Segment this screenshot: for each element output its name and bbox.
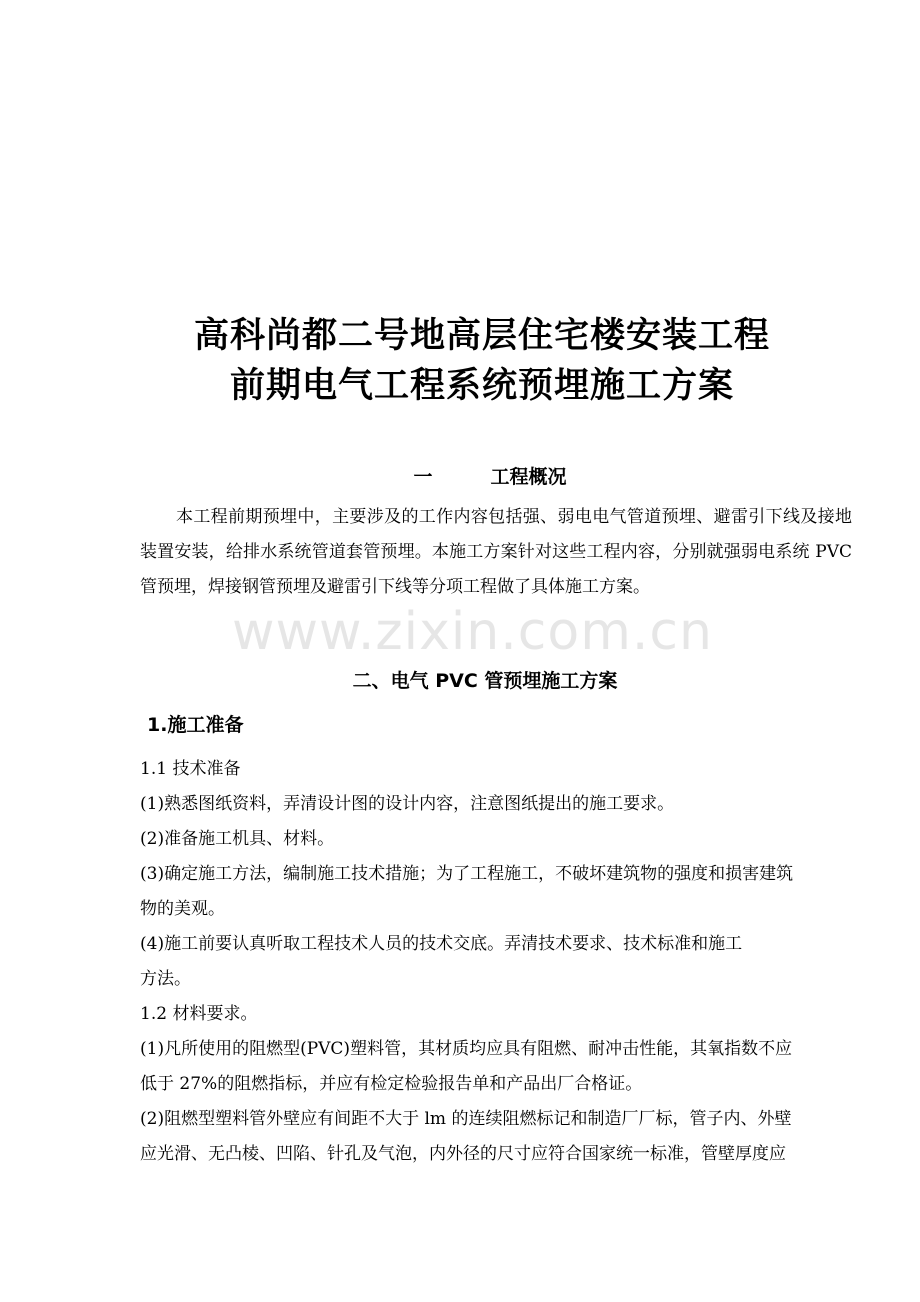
document-title-line1: 高科尚都二号地高层住宅楼安装工程 [193, 316, 770, 356]
body-line: 1.1 技术准备 [140, 759, 241, 779]
section1-number: 一 [413, 466, 433, 488]
body-line: (1)熟悉图纸资料，弄清设计图的设计内容，注意图纸提出的施工要求。 [140, 794, 675, 814]
section2-heading: 二、电气 PVC 管预埋施工方案 [352, 670, 618, 692]
section1-title: 工程概况 [490, 466, 567, 488]
body-line: (4)施工前要认真听取工程技术人员的技术交底。弄清技术要求、技术标准和施工 [140, 934, 743, 954]
body-line: (2)准备施工机具、材料。 [140, 829, 335, 849]
section1-paragraph: 本工程前期预埋中，主要涉及的工作内容包括强、弱电电气管道预埋、避雷引下线及接地装置安装，给排水系统管道套管预埋。本施工方案针对这些工程内容，分别就强弱电系统 PVC 管预埋，焊接钢管预埋及避雷引下线等分项工程做了具体施工方案。 [140, 507, 852, 597]
body-line: (2)阻燃型塑料管外壁应有间距不大于 lm 的连续阻燃标记和制造厂厂标，管子内、外壁 [140, 1109, 792, 1129]
body-line: (3)确定施工方法，编制施工技术措施；为了工程施工，不破坏建筑物的强度和损害建筑 [140, 864, 794, 884]
body-lines [140, 752, 852, 1172]
body-line: (1)凡所使用的阻燃型(PVC)塑料管，其材质均应具有阻燃、耐冲击性能，其氧指数不应 [140, 1039, 793, 1059]
body-line: 1.2 材料要求。 [140, 1004, 258, 1024]
watermark: www.zixin.com.cn [232, 602, 713, 662]
body-line: 物的美观。 [140, 899, 225, 919]
body-line: 方法。 [140, 969, 191, 989]
body-line: 低于 27%的阻燃指标，并应有检定检验报告单和产品出厂合格证。 [140, 1074, 643, 1094]
body-line: 应光滑、无凸棱、凹陷、针孔及气泡，内外径的尺寸应符合国家统一标准，管壁厚度应 [140, 1144, 786, 1164]
section1-heading [30, 462, 920, 489]
subsection-heading: 1.施工准备 [147, 714, 244, 736]
document-title-line2: 前期电气工程系统预埋施工方案 [229, 366, 734, 406]
